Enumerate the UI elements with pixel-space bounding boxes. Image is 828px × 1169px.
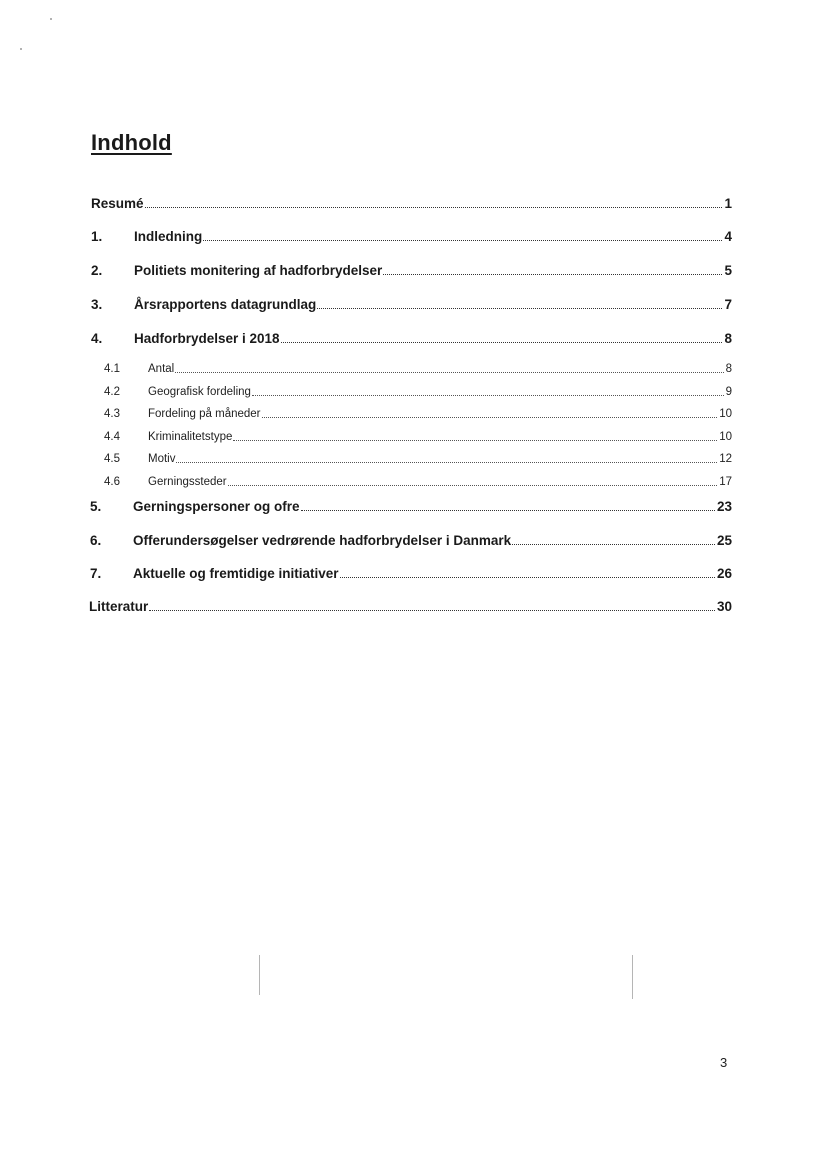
scan-artifact-line xyxy=(259,955,260,995)
toc-entry-label: Motiv xyxy=(148,453,176,465)
toc-entry-4-5[interactable] xyxy=(104,453,732,465)
toc-entry-label: Årsrapportens datagrundlag xyxy=(134,297,317,312)
toc-dot-leader xyxy=(301,499,715,514)
toc-entry-label: Antal xyxy=(148,363,175,375)
toc-dot-leader xyxy=(149,599,715,614)
toc-entry-number: 4.5 xyxy=(104,453,120,465)
toc-dot-leader xyxy=(512,533,715,548)
toc-entry-page: 1 xyxy=(724,196,732,211)
toc-entry-page: 23 xyxy=(716,499,732,514)
scan-speck xyxy=(50,18,52,20)
toc-entry-number: 4.6 xyxy=(104,476,120,488)
toc-dot-leader xyxy=(340,566,715,581)
toc-entry-resume[interactable] xyxy=(91,196,732,211)
toc-entry-2[interactable] xyxy=(91,263,732,278)
toc-entry-number: 4.3 xyxy=(104,408,120,420)
toc-entry-7[interactable] xyxy=(90,566,732,581)
toc-entry-number: 4.4 xyxy=(104,431,120,443)
toc-dot-leader xyxy=(176,453,717,465)
toc-entry-3[interactable] xyxy=(91,297,732,312)
toc-entry-label: Gerningssteder xyxy=(148,476,227,488)
toc-entry-4-1[interactable] xyxy=(104,363,732,375)
toc-entry-label: Litteratur xyxy=(89,599,149,614)
toc-entry-page: 10 xyxy=(719,408,732,420)
toc-dot-leader xyxy=(262,408,718,420)
toc-entry-page: 4 xyxy=(724,229,732,244)
toc-entry-4-4[interactable] xyxy=(104,431,732,443)
toc-dot-leader xyxy=(317,297,722,312)
toc-entry-number: 6. xyxy=(90,533,102,548)
toc-dot-leader xyxy=(281,331,723,346)
toc-entry-page: 8 xyxy=(724,331,732,346)
toc-dot-leader xyxy=(252,386,724,398)
toc-entry-label: Aktuelle og fremtidige initiativer xyxy=(133,566,339,581)
toc-entry-label: Offerundersøgelser vedrørende hadforbrydelser i Danmark xyxy=(133,533,512,548)
toc-entry-number: 2. xyxy=(91,263,103,278)
toc-entry-label: Fordeling på måneder xyxy=(148,408,261,420)
toc-entry-label: Kriminalitetstype xyxy=(148,431,233,443)
toc-entry-page: 7 xyxy=(724,297,732,312)
toc-dot-leader xyxy=(175,363,723,375)
toc-entry-page: 9 xyxy=(725,386,732,398)
toc-entry-4-2[interactable] xyxy=(104,386,732,398)
scan-artifact-line xyxy=(632,955,633,999)
toc-entry-number: 1. xyxy=(91,229,103,244)
toc-entry-page: 10 xyxy=(719,431,732,443)
toc-entry-page: 25 xyxy=(716,533,732,548)
toc-entry-label: Hadforbrydelser i 2018 xyxy=(134,331,280,346)
page-title: Indhold xyxy=(91,130,172,155)
toc-entry-label: Geografisk fordeling xyxy=(148,386,251,398)
toc-dot-leader xyxy=(233,431,717,443)
toc-entry-literature[interactable] xyxy=(89,599,732,614)
toc-entry-label: Resumé xyxy=(91,196,144,211)
toc-entry-4-6[interactable] xyxy=(104,476,732,488)
toc-entry-label: Indledning xyxy=(134,229,203,244)
toc-entry-number: 4.1 xyxy=(104,363,120,375)
toc-entry-4[interactable] xyxy=(91,331,732,346)
toc-entry-5[interactable] xyxy=(90,499,732,514)
toc-entry-number: 4.2 xyxy=(104,386,120,398)
toc-entry-number: 3. xyxy=(91,297,103,312)
toc-entry-page: 17 xyxy=(719,476,732,488)
toc-entry-page: 8 xyxy=(725,363,732,375)
toc-entry-number: 5. xyxy=(90,499,102,514)
toc-entry-label: Politiets monitering af hadforbrydelser xyxy=(134,263,383,278)
scan-speck xyxy=(20,48,22,50)
toc-entry-4-3[interactable] xyxy=(104,408,732,420)
toc-entry-page: 5 xyxy=(724,263,732,278)
toc-dot-leader xyxy=(383,263,722,278)
toc-entry-page: 12 xyxy=(719,453,732,465)
toc-entry-page: 30 xyxy=(716,599,732,614)
page-number: 3 xyxy=(720,1055,728,1070)
toc-dot-leader xyxy=(203,229,722,244)
toc-entry-1[interactable] xyxy=(91,229,732,244)
toc-dot-leader xyxy=(228,476,718,488)
toc-entry-page: 26 xyxy=(716,566,732,581)
toc-entry-6[interactable] xyxy=(90,533,732,548)
toc-dot-leader xyxy=(145,196,723,211)
toc-entry-number: 4. xyxy=(91,331,103,346)
toc-entry-number: 7. xyxy=(90,566,102,581)
toc-entry-label: Gerningspersoner og ofre xyxy=(133,499,300,514)
